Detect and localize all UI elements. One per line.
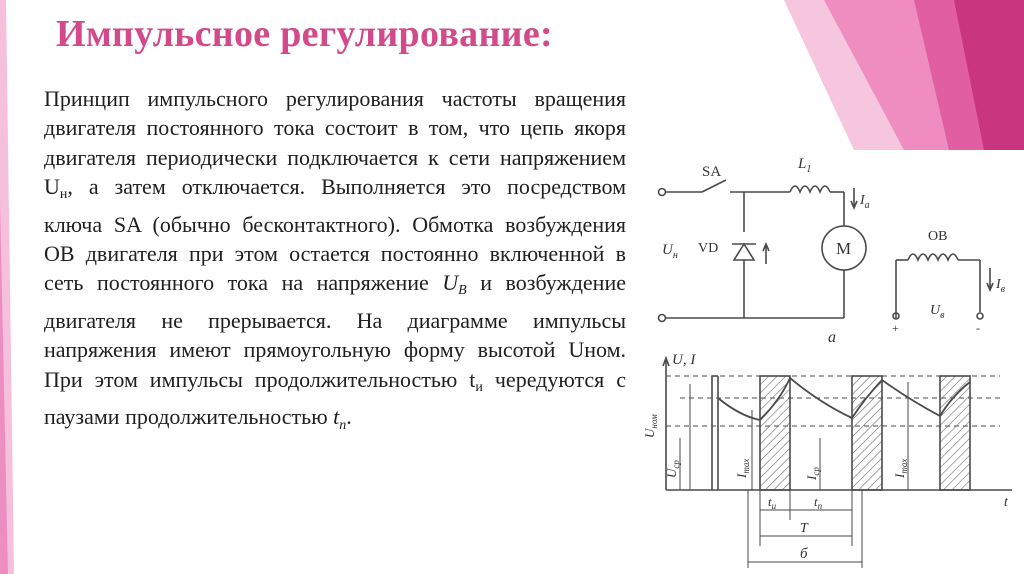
sa-label: SA [702,164,722,180]
l1-subscript: 1 [806,164,812,175]
tp-label [814,494,823,511]
text-part-5: . [346,404,352,430]
subscript-n: н [59,187,68,203]
axis-y-label: U, I [672,352,696,368]
i-max-label-2 [892,459,909,479]
u-nom-symbol: U [642,428,657,438]
minus-label: - [976,321,980,335]
left-accent-bar [0,0,14,574]
tp-subscript-diagram: п [817,501,823,511]
text-part-4: чередуются с паузами продолжительностью [44,366,626,430]
ti-subscript: и [475,379,483,395]
ub-symbol: U [442,270,459,296]
caption-a: а [828,329,836,346]
i-max-symbol-1: I [734,473,749,478]
u-sr-subscript: ср [671,460,681,469]
i-sr-label [804,467,821,481]
ti-subscript: и [771,501,777,511]
body-paragraph [44,84,626,440]
u-nom-label [642,414,659,438]
caption-b: б [800,546,808,562]
tp-symbol-diagram: t [814,494,818,509]
un-symbol: U [662,242,673,258]
paragraph-text [44,84,626,440]
l1-label [797,156,811,175]
vd-label: VD [698,241,719,256]
ia-label [859,193,870,211]
i-max-label-1 [734,459,751,479]
u-nom-subscript: ном [649,414,659,429]
i-max-subscript-2: max [899,458,909,474]
axis-x-label: t [1004,495,1008,510]
ib-label [995,277,1006,295]
ti-symbol: t [768,494,772,509]
ti-label [768,494,777,511]
un-label [662,242,678,261]
ov-label: ОВ [928,229,948,244]
tp-symbol: t [333,404,340,430]
i-max-subscript-1: max [741,458,751,474]
text-part-2: , а затем отключается. Выполняется это посредством ключа SA (обычно бесконтактного). Обмотка возбуждения ОВ двигателя при этом остается постоянно включенной в сеть постоянного тока на напряжение [44,174,626,296]
i-sr-symbol: I [804,475,819,480]
ib-symbol: I [996,277,1001,292]
scanned-figure [640,148,1020,574]
uv-symbol: U [930,303,941,318]
period-label: T [800,521,808,536]
ub-subscript: B [458,283,467,299]
ib-subscript: в [1000,284,1006,295]
text-part-3: и возбуждение двигателя не прерывается. На диаграмме импульсы напряжения имеют прямоугольную форму высотой Uном. При этом импульсы продолжительностью t [44,270,626,392]
pulse-diagram [663,358,1012,568]
ia-subscript: a [864,200,870,211]
uv-label [930,303,945,321]
motor-label: M [836,239,852,258]
l1-symbol: L [798,156,807,172]
i-max-symbol-2: I [892,473,907,478]
page-title: Импульсное регулирование: [56,13,553,55]
tp-subscript: n [339,418,347,434]
ia-symbol: I [860,193,865,208]
text-part-1: Принцип импульсного регулирования частоты вращения двигателя постоянного тока состоит в том, что цепь якоря двигателя периодически подключается к сети напряжением U [44,86,626,200]
un-subscript: н [672,250,678,261]
u-sr-symbol: U [664,468,679,478]
plus-label: + [892,321,899,335]
armature-circuit [659,180,867,322]
uv-subscript: в [940,310,945,321]
corner-decoration [784,0,1024,150]
i-sr-subscript: ср [811,467,821,476]
